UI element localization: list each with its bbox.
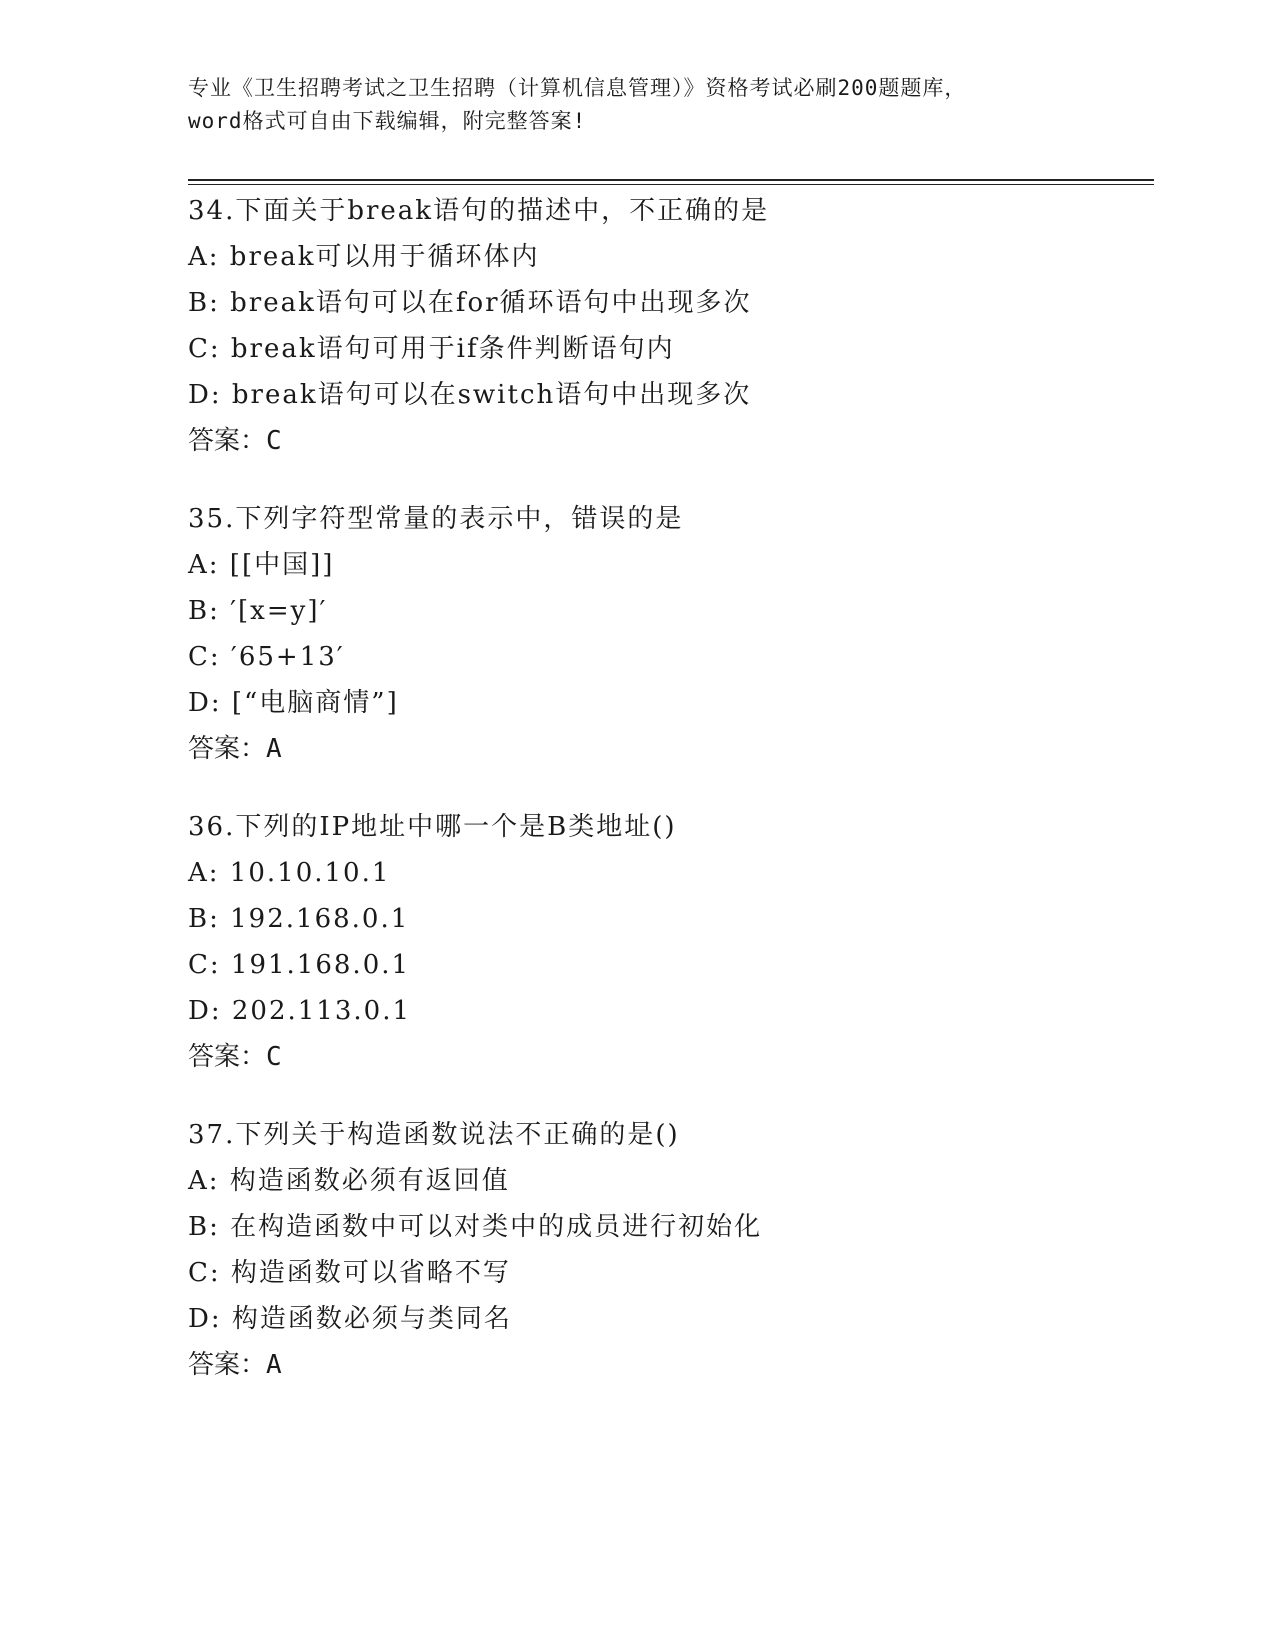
option-b: B: 192.168.0.1 [188, 904, 410, 934]
header-line-2: word格式可自由下载编辑，附完整答案! [188, 109, 587, 133]
option-b: B: break语句可以在for循环语句中出现多次 [188, 288, 752, 318]
question-36 [188, 804, 1148, 1080]
question-list [188, 188, 1148, 1420]
option-d: D: 202.113.0.1 [188, 996, 411, 1026]
question-stem: 37.下列关于构造函数说法不正确的是() [188, 1120, 680, 1150]
question-37 [188, 1112, 1148, 1388]
option-a: A: 10.10.10.1 [188, 858, 391, 888]
option-c: C: 构造函数可以省略不写 [188, 1258, 511, 1288]
answer-key: 答案：C [188, 426, 282, 456]
header-divider-thick [188, 179, 1154, 181]
option-a: A: 构造函数必须有返回值 [188, 1166, 510, 1196]
option-b: B: ′[x=y]′ [188, 596, 328, 626]
option-a: A: break可以用于循环体内 [188, 242, 540, 272]
option-c: C: ′65+13′ [188, 642, 345, 672]
answer-key: 答案：C [188, 1042, 282, 1072]
option-b: B: 在构造函数中可以对类中的成员进行初始化 [188, 1212, 763, 1242]
answer-key: 答案：A [188, 734, 282, 764]
question-35 [188, 496, 1148, 772]
option-d: D: 构造函数必须与类同名 [188, 1304, 512, 1334]
option-c: C: break语句可用于if条件判断语句内 [188, 334, 675, 364]
header-divider-thin [188, 184, 1154, 185]
option-d: D: break语句可以在switch语句中出现多次 [188, 380, 752, 410]
question-34 [188, 188, 1148, 464]
document-header [188, 72, 1088, 138]
header-line-1: 专业《卫生招聘考试之卫生招聘（计算机信息管理）》资格考试必刷200题题库， [188, 76, 967, 100]
option-c: C: 191.168.0.1 [188, 950, 411, 980]
option-d: D: [“电脑商情”] [188, 688, 399, 718]
question-stem: 34.下面关于break语句的描述中，不正确的是 [188, 196, 770, 226]
question-stem: 35.下列字符型常量的表示中，错误的是 [188, 504, 684, 534]
question-stem: 36.下列的IP地址中哪一个是B类地址() [188, 812, 677, 842]
answer-key: 答案：A [188, 1350, 282, 1380]
option-a: A: [[中国]] [188, 550, 335, 580]
